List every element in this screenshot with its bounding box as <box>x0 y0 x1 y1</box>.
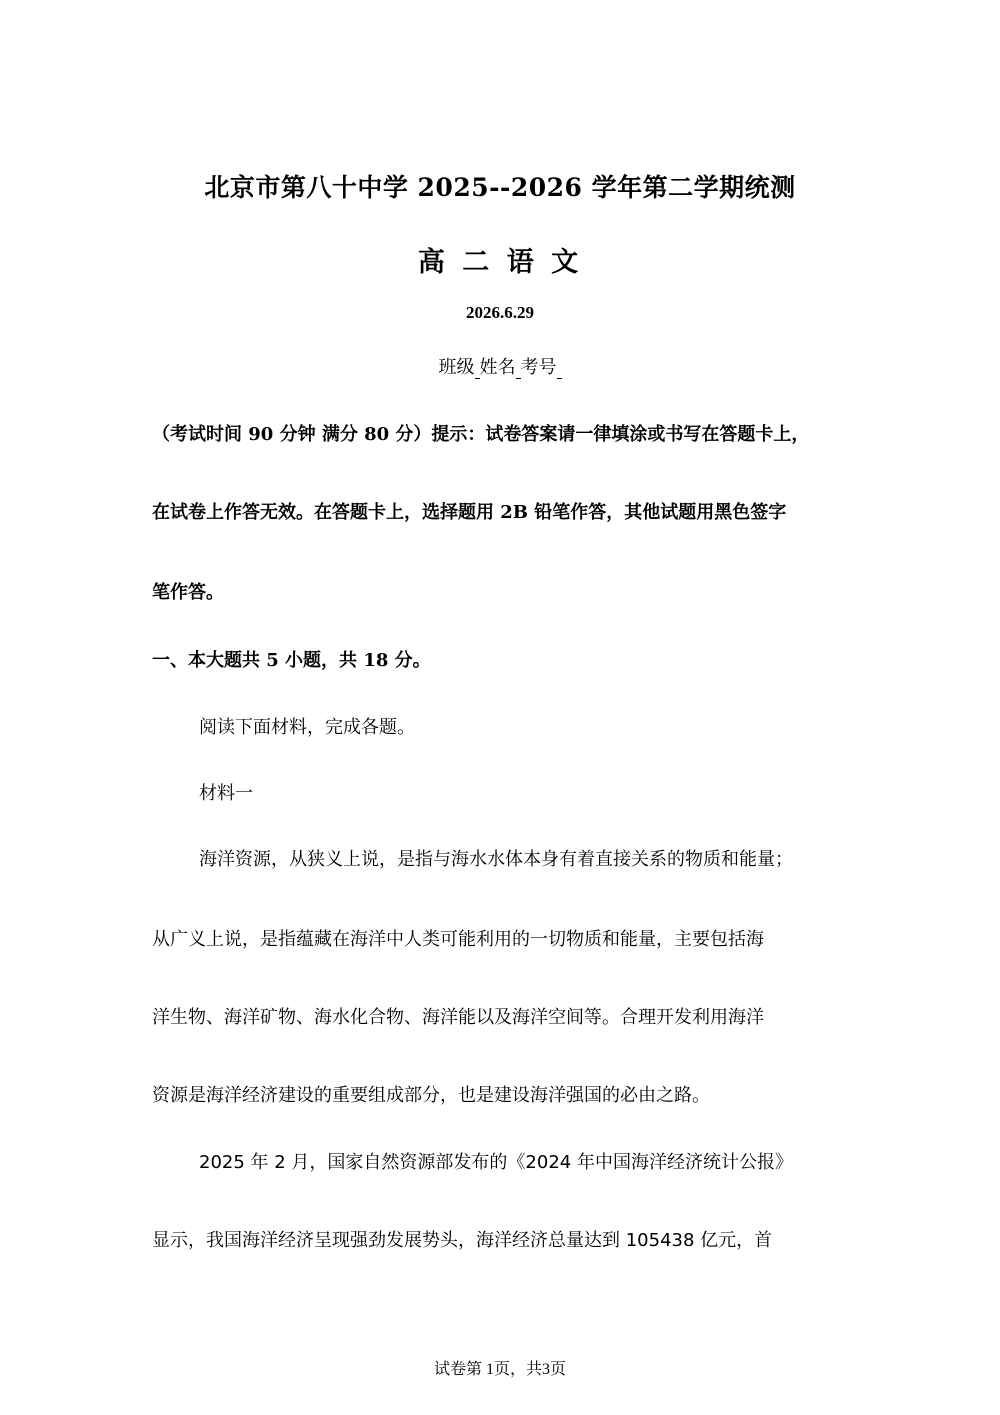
material-label: 材料一 <box>199 783 253 804</box>
paragraph-line: 海洋资源，从狭义上说，是指与海水水体本身有着直接关系的物质和能量； <box>199 849 793 870</box>
id-blank <box>557 360 562 379</box>
exam-date: 2026.6.29 <box>466 303 534 322</box>
paragraph-line: 洋生物、海洋矿物、海水化合物、海洋能以及海洋空间等。合理开发利用海洋 <box>152 1007 764 1028</box>
student-info-line <box>0 353 1000 379</box>
notice-line: 笔作答。 <box>152 582 224 603</box>
subject-title: 高 二 语 文 <box>417 247 583 278</box>
id-label: 考号 <box>520 357 557 378</box>
exam-title: 北京市第八十中学 2025--2026 学年第二学期统测 <box>204 173 796 202</box>
reading-instruction: 阅读下面材料，完成各题。 <box>199 717 415 738</box>
notice-line: 在试卷上作答无效。在答题卡上，选择题用 2B 铅笔作答，其他试题用黑色签字 <box>152 502 787 523</box>
class-label: 班级 <box>438 357 475 378</box>
paragraph-line: 资源是海洋经济建设的重要组成部分，也是建设海洋强国的必由之路。 <box>152 1085 710 1106</box>
name-label: 姓名 <box>479 357 516 378</box>
notice-line: （考试时间 90 分钟 满分 80 分）提示：试卷答案请一律填涂或书写在答题卡上， <box>152 424 810 445</box>
paragraph-line: 2025 年 2 月，国家自然资源部发布的《2024 年中国海洋经济统计公报》 <box>199 1152 793 1173</box>
section-heading: 一、本大题共 5 小题，共 18 分。 <box>152 650 431 671</box>
page-indicator: 试卷第 1页，共3页 <box>433 1361 566 1378</box>
paragraph-line: 从广义上说，是指蕴藏在海洋中人类可能利用的一切物质和能量，主要包括海 <box>152 929 764 950</box>
paragraph-line: 显示，我国海洋经济呈现强劲发展势头，海洋经济总量达到 105438 亿元，首 <box>152 1230 773 1251</box>
